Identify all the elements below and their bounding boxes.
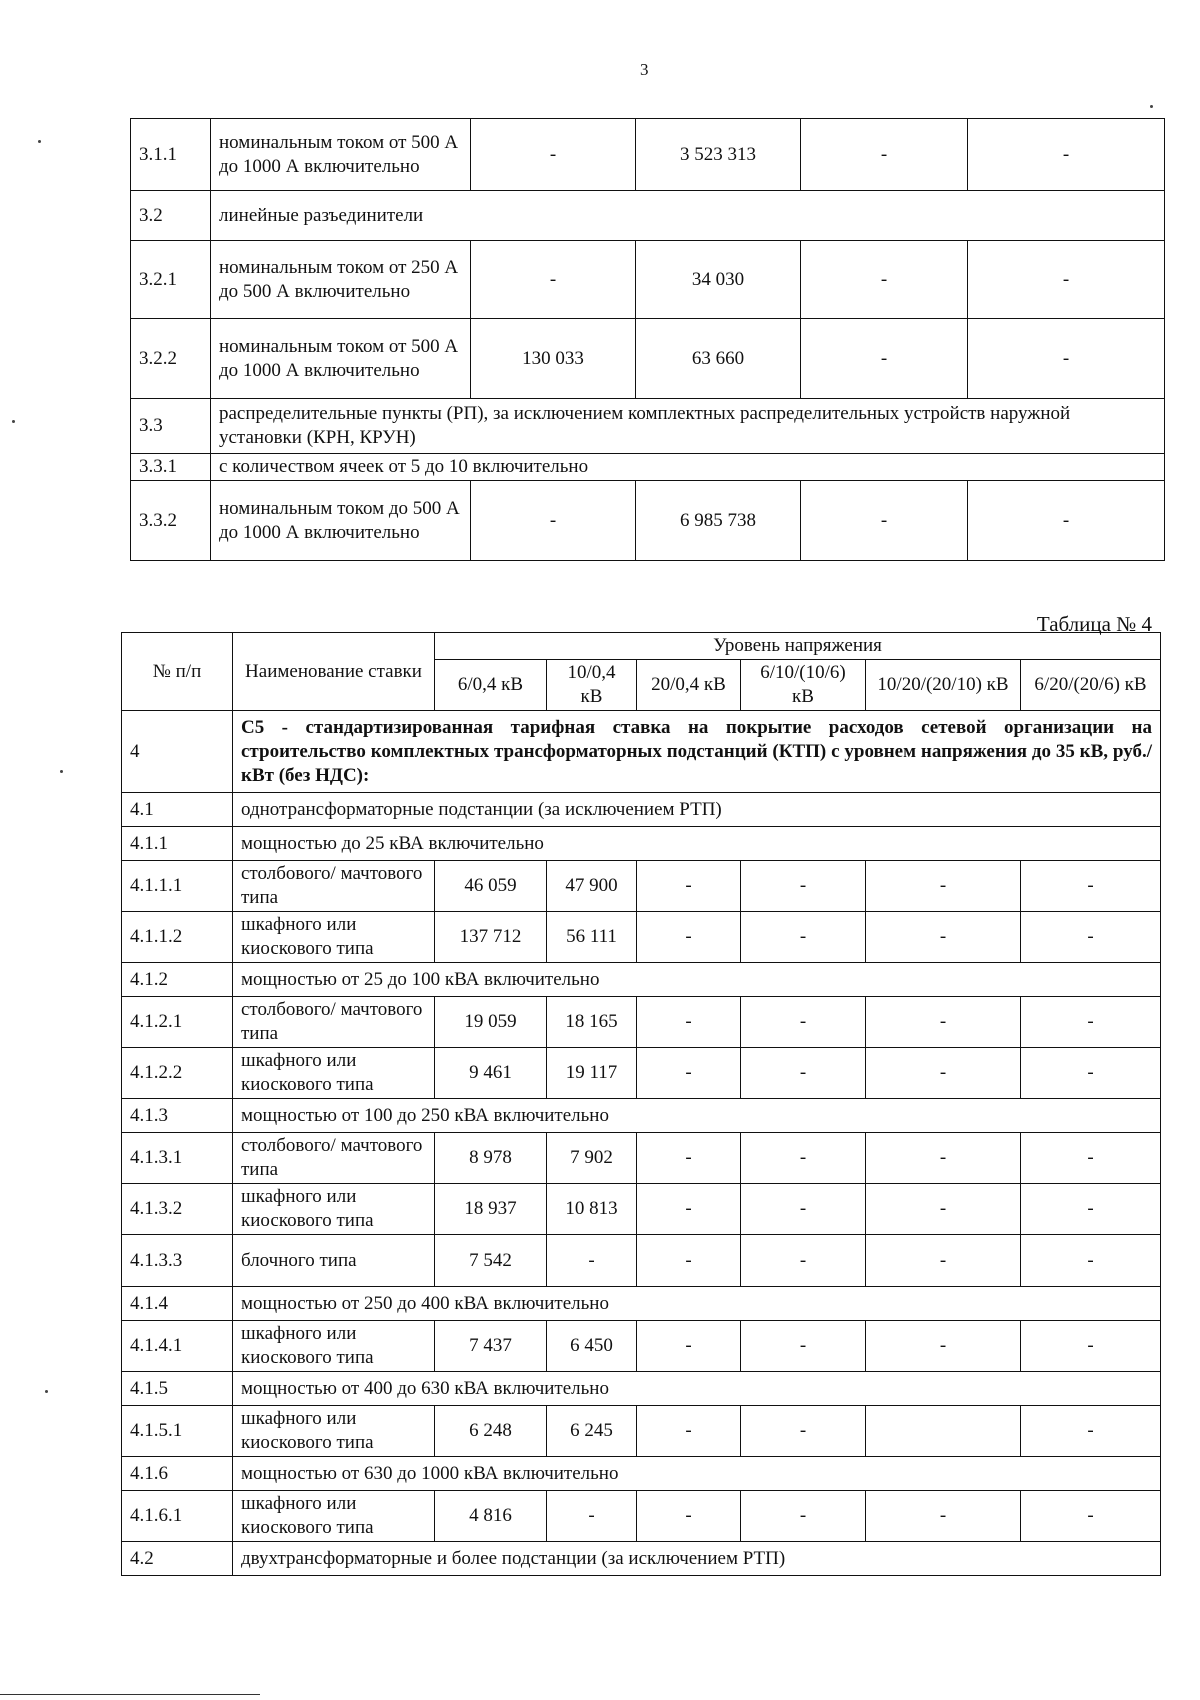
value-cell: - (637, 1235, 741, 1287)
row-number: 4.1.2.2 (122, 1048, 233, 1099)
table-ktp-rates (121, 632, 1161, 1576)
row-number: 4.1.1 (122, 827, 233, 861)
value-cell: 19 059 (435, 997, 547, 1048)
value-cell: 10 813 (547, 1184, 637, 1235)
header-column: 6/10/(10/6) кВ (741, 660, 866, 711)
value-cell: - (866, 1048, 1021, 1099)
value-cell: - (866, 997, 1021, 1048)
row-name: шкафного или киоскового типа (233, 912, 435, 963)
value-cell: 19 117 (547, 1048, 637, 1099)
value-cell: - (866, 861, 1021, 912)
value-cell: - (801, 241, 968, 319)
value-cell: - (741, 1048, 866, 1099)
table-row (122, 1542, 1161, 1576)
header-column: 10/20/(20/10) кВ (866, 660, 1021, 711)
row-number: 4.1.6.1 (122, 1491, 233, 1542)
value-cell: - (637, 861, 741, 912)
value-cell: - (741, 861, 866, 912)
value-cell: 7 542 (435, 1235, 547, 1287)
row-number: 3.1.1 (131, 119, 211, 191)
row-number: 4.1.3 (122, 1099, 233, 1133)
row-number: 4.1.4 (122, 1287, 233, 1321)
value-cell: - (637, 1184, 741, 1235)
header-number: № п/п (122, 633, 233, 711)
row-number: 3.2.1 (131, 241, 211, 319)
table-row (122, 1133, 1161, 1184)
value-cell: 6 985 738 (636, 481, 801, 561)
row-number: 3.3.1 (131, 454, 211, 481)
row-name: мощностью до 25 кВА включительно (233, 827, 1161, 861)
value-cell: 6 248 (435, 1406, 547, 1457)
scan-speck (60, 770, 63, 773)
table-row (122, 1048, 1161, 1099)
value-cell: - (741, 1321, 866, 1372)
row-number: 4.1.5 (122, 1372, 233, 1406)
header-column: 20/0,4 кВ (637, 660, 741, 711)
value-cell: - (741, 912, 866, 963)
header-name: Наименование ставки (233, 633, 435, 711)
row-number: 4.1 (122, 793, 233, 827)
value-cell: - (547, 1491, 637, 1542)
value-cell: - (1021, 1491, 1161, 1542)
value-cell: - (1021, 1184, 1161, 1235)
scan-speck (45, 1390, 48, 1393)
table-row (122, 1491, 1161, 1542)
scan-speck (38, 140, 41, 143)
value-cell: 3 523 313 (636, 119, 801, 191)
value-cell: - (801, 319, 968, 399)
table-row (122, 1406, 1161, 1457)
value-cell: - (741, 1406, 866, 1457)
value-cell: - (866, 1491, 1021, 1542)
header-column: 6/20/(20/6) кВ (1021, 660, 1161, 711)
value-cell: 46 059 (435, 861, 547, 912)
value-cell: 7 902 (547, 1133, 637, 1184)
row-name: С5 - стандартизированная тарифная ставка на покрытие расходов сетевой организации на строительство комплектных трансформаторных подстанций (КТП) с уровнем напряжения до 35 кВ, руб./кВт (без НДС): (233, 711, 1161, 793)
row-number: 4.1.3.3 (122, 1235, 233, 1287)
header-voltage-level: Уровень напряжения (435, 633, 1161, 660)
scan-speck (1150, 105, 1153, 108)
value-cell (866, 1406, 1021, 1457)
value-cell: 7 437 (435, 1321, 547, 1372)
table-row (122, 963, 1161, 997)
row-name: мощностью от 250 до 400 кВА включительно (233, 1287, 1161, 1321)
value-cell: - (1021, 861, 1161, 912)
table-row (122, 1321, 1161, 1372)
value-cell: - (801, 119, 968, 191)
row-name: шкафного или киоскового типа (233, 1491, 435, 1542)
row-name: мощностью от 400 до 630 кВА включительно (233, 1372, 1161, 1406)
table-row (122, 1184, 1161, 1235)
value-cell: 4 816 (435, 1491, 547, 1542)
value-cell: 137 712 (435, 912, 547, 963)
row-number: 4.1.5.1 (122, 1406, 233, 1457)
table-row (122, 1372, 1161, 1406)
row-number: 3.3 (131, 399, 211, 454)
table-switchgear-rates (130, 118, 1165, 561)
value-cell: 6 245 (547, 1406, 637, 1457)
row-name: мощностью от 100 до 250 кВА включительно (233, 1099, 1161, 1133)
row-name: номинальным током от 500 А до 1000 А включительно (211, 119, 471, 191)
row-number: 4.1.4.1 (122, 1321, 233, 1372)
row-name: шкафного или киоскового типа (233, 1048, 435, 1099)
table-row (122, 912, 1161, 963)
value-cell: - (741, 1133, 866, 1184)
table-body (122, 711, 1161, 1576)
table-row (131, 319, 1165, 399)
scan-speck (12, 420, 15, 423)
table-row (122, 827, 1161, 861)
table-row (122, 997, 1161, 1048)
row-name: номинальным током до 500 А до 1000 А включительно (211, 481, 471, 561)
value-cell: - (866, 1133, 1021, 1184)
row-name: номинальным током от 500 А до 1000 А включительно (211, 319, 471, 399)
value-cell: - (1021, 1133, 1161, 1184)
value-cell: - (1021, 1048, 1161, 1099)
value-cell: - (637, 1406, 741, 1457)
row-number: 4.1.1.2 (122, 912, 233, 963)
value-cell: 18 937 (435, 1184, 547, 1235)
table-row (122, 1099, 1161, 1133)
table-row (122, 711, 1161, 793)
row-name: двухтрансформаторные и более подстанции (за исключением РТП) (233, 1542, 1161, 1576)
value-cell: - (637, 1321, 741, 1372)
header-column: 10/0,4 кВ (547, 660, 637, 711)
value-cell: - (637, 1491, 741, 1542)
row-number: 4.1.2 (122, 963, 233, 997)
value-cell: - (1021, 997, 1161, 1048)
value-cell: - (1021, 912, 1161, 963)
value-cell: - (471, 481, 636, 561)
table-row (131, 399, 1165, 454)
value-cell: 8 978 (435, 1133, 547, 1184)
row-number: 4.1.2.1 (122, 997, 233, 1048)
value-cell: - (1021, 1235, 1161, 1287)
row-name: мощностью от 25 до 100 кВА включительно (233, 963, 1161, 997)
value-cell: 34 030 (636, 241, 801, 319)
row-name: распределительные пункты (РП), за исключением комплектных распределительных устройств наружной установки (КРН, КРУН) (211, 399, 1165, 454)
value-cell: - (741, 997, 866, 1048)
value-cell: 56 111 (547, 912, 637, 963)
value-cell: 130 033 (471, 319, 636, 399)
table-row (122, 861, 1161, 912)
value-cell: - (741, 1235, 866, 1287)
value-cell: - (968, 119, 1165, 191)
row-name: столбового/ мачтового типа (233, 1133, 435, 1184)
row-number: 3.2 (131, 191, 211, 241)
page-number: 3 (640, 60, 649, 79)
value-cell: - (637, 1048, 741, 1099)
row-name: однотрансформаторные подстанции (за исключением РТП) (233, 793, 1161, 827)
value-cell: - (968, 241, 1165, 319)
row-name: шкафного или киоскового типа (233, 1184, 435, 1235)
row-name: номинальным током от 250 А до 500 А включительно (211, 241, 471, 319)
value-cell: - (1021, 1321, 1161, 1372)
value-cell: - (801, 481, 968, 561)
row-name: с количеством ячеек от 5 до 10 включительно (211, 454, 1165, 481)
value-cell: - (547, 1235, 637, 1287)
row-number: 4.1.6 (122, 1457, 233, 1491)
row-number: 4.1.3.1 (122, 1133, 233, 1184)
row-number: 3.3.2 (131, 481, 211, 561)
value-cell: - (866, 1235, 1021, 1287)
row-name: шкафного или киоскового типа (233, 1321, 435, 1372)
table-caption: Таблица № 4 (1036, 612, 1152, 636)
value-cell: - (866, 1184, 1021, 1235)
value-cell: - (471, 119, 636, 191)
table-row (131, 481, 1165, 561)
value-cell: - (866, 1321, 1021, 1372)
table-row (122, 1235, 1161, 1287)
table-row (131, 454, 1165, 481)
table-row (131, 241, 1165, 319)
value-cell: - (1021, 1406, 1161, 1457)
value-cell: 47 900 (547, 861, 637, 912)
value-cell: - (637, 912, 741, 963)
row-number: 4 (122, 711, 233, 793)
table-row (122, 793, 1161, 827)
value-cell: - (637, 1133, 741, 1184)
table-row (131, 191, 1165, 241)
header-column: 6/0,4 кВ (435, 660, 547, 711)
row-number: 4.2 (122, 1542, 233, 1576)
row-name: столбового/ мачтового типа (233, 997, 435, 1048)
scan-edge-line (0, 1694, 260, 1695)
value-cell: - (968, 319, 1165, 399)
row-number: 4.1.1.1 (122, 861, 233, 912)
value-cell: 9 461 (435, 1048, 547, 1099)
value-cell: - (471, 241, 636, 319)
row-name: столбового/ мачтового типа (233, 861, 435, 912)
value-cell: 6 450 (547, 1321, 637, 1372)
value-cell: - (637, 997, 741, 1048)
row-name: мощностью от 630 до 1000 кВА включительно (233, 1457, 1161, 1491)
table-row (122, 1287, 1161, 1321)
table-row (122, 1457, 1161, 1491)
value-cell: - (741, 1491, 866, 1542)
row-name: шкафного или киоскового типа (233, 1406, 435, 1457)
value-cell: 18 165 (547, 997, 637, 1048)
row-number: 4.1.3.2 (122, 1184, 233, 1235)
value-cell: 63 660 (636, 319, 801, 399)
value-cell: - (866, 912, 1021, 963)
table-row (131, 119, 1165, 191)
row-name: блочного типа (233, 1235, 435, 1287)
value-cell: - (741, 1184, 866, 1235)
value-cell: - (968, 481, 1165, 561)
row-number: 3.2.2 (131, 319, 211, 399)
row-name: линейные разъединители (211, 191, 1165, 241)
